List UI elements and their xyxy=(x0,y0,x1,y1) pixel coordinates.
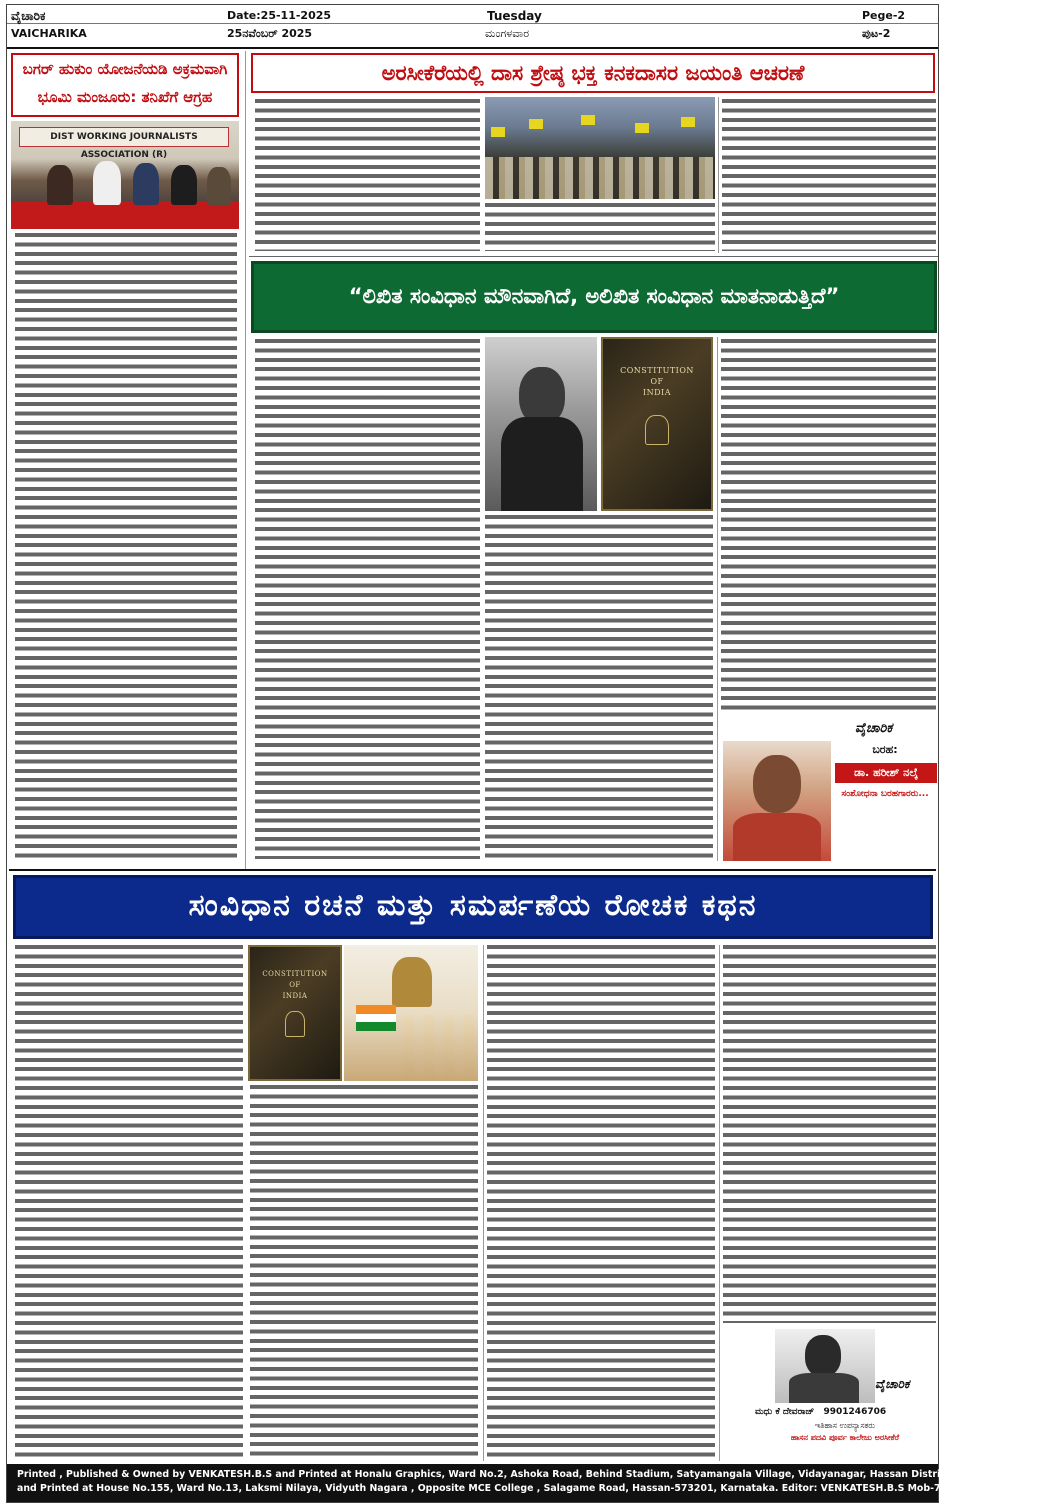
table-shape xyxy=(11,201,239,229)
paper-name-english: VAICHARIKA xyxy=(11,27,87,40)
story3-headline: “ಲಿಖಿತ ಸಂವಿಧಾನ ಮೌನವಾಗಿದೆ, ಅಲಿಖಿತ ಸಂವಿಧಾನ ಮಾತನಾಡುತ್ತಿದೆ” xyxy=(251,261,937,333)
story4-constitution-book xyxy=(248,945,342,1081)
person-shape xyxy=(47,165,73,205)
lion-capital-icon xyxy=(392,957,432,1007)
date-kannada: 25ನವೆಂಬರ್ 2025 xyxy=(227,27,313,40)
footer-line2: and Printed at House No.155, Ward No.13, Laksmi Nilaya, Vidyuth Nagara , Opposite MCE College , Salagame Road, Hassan-573201, Karnataka. Editor: VENKATESH.B.S Mob-7899533643 xyxy=(17,1483,1000,1494)
section-divider xyxy=(249,256,938,257)
page-number-kannada: ಪುಟ-2 xyxy=(862,27,891,40)
crowd-shape xyxy=(485,157,715,199)
column-rule xyxy=(719,945,720,1461)
story3-byline-label: ಬರಹ: xyxy=(872,743,898,756)
author-body-shape xyxy=(789,1373,859,1403)
column-rule xyxy=(718,97,719,253)
paper-name-kannada: ವೈಚಾರಿಕ xyxy=(11,9,46,23)
story3-body-text-col3 xyxy=(721,339,936,715)
story3-author-photo xyxy=(723,741,831,861)
book-title-line1: CONSTITUTION xyxy=(262,970,328,978)
story3-badge: ವೈಚಾರಿಕ xyxy=(855,721,893,736)
book-title-line1: CONSTITUTION xyxy=(620,366,694,375)
book-title-line3: INDIA xyxy=(642,388,671,397)
column-rule xyxy=(483,945,484,1461)
author-head-shape xyxy=(805,1335,841,1377)
story4-author-role-2: ಹಾಸನ ಪದವಿ ಪೂರ್ವ ಕಾಲೇಜು ಅರಸೀಕೆರೆ xyxy=(790,1433,900,1442)
story1-headline-line1: ಬಗರ್ ಹುಕುಂ ಯೋಜನೆಯಡಿ ಅಕ್ರಮವಾಗಿ xyxy=(22,60,228,78)
story3-body-text-col1 xyxy=(255,339,480,859)
story4-body-text-col1 xyxy=(15,945,243,1461)
story4-headline: ಸಂವಿಧಾನ ರಚನೆ ಮತ್ತು ಸಮರ್ಪಣೆಯ ರೋಚಕ ಕಥನ xyxy=(13,875,933,939)
story1-headline-line2: ಭೂಮಿ ಮಂಜೂರು: ತನಿಖೆಗೆ ಆಗ್ರಹ xyxy=(37,88,213,106)
story4-body-text-col4 xyxy=(723,945,936,1323)
emblem-icon xyxy=(645,415,669,445)
day-kannada: ಮಂಗಳವಾರ xyxy=(485,27,530,40)
story3-constitution-book xyxy=(601,337,713,511)
date-english: Date:25-11-2025 xyxy=(227,9,332,22)
portrait-body-shape xyxy=(501,417,583,511)
story4-photo-emblem-parliament xyxy=(344,945,478,1081)
flag-shape xyxy=(581,115,595,125)
story4-body-text-col3 xyxy=(487,945,715,1461)
person-shape xyxy=(93,161,121,205)
person-shape xyxy=(207,167,231,205)
section-divider xyxy=(9,869,936,871)
story3-body-text-col2 xyxy=(485,515,713,859)
book-title xyxy=(250,969,340,1002)
column-rule xyxy=(245,51,246,869)
story2-photo-procession xyxy=(485,97,715,199)
story2-body-text-col3 xyxy=(722,99,936,251)
footer-imprint xyxy=(7,1464,1055,1502)
story4-author-name: ಮಧು ಕೆ ದೇವರಾಜ್ xyxy=(755,1407,815,1417)
person-shape xyxy=(171,165,197,205)
story4-author-line xyxy=(755,1407,935,1417)
book-title-line3: INDIA xyxy=(282,992,308,1000)
flag-shape xyxy=(529,119,543,129)
story4-body-text-col2 xyxy=(250,1085,478,1461)
person-shape xyxy=(133,163,159,205)
emblem-icon xyxy=(285,1011,305,1037)
story2-body-text-col1 xyxy=(255,99,480,251)
flag-shape xyxy=(681,117,695,127)
book-title-line2: OF xyxy=(289,981,301,989)
pillar-shape xyxy=(424,1015,434,1081)
pillar-shape xyxy=(444,1015,454,1081)
story1-headline xyxy=(11,53,239,117)
book-title xyxy=(603,365,711,398)
story4-author-phone: 9901246706 xyxy=(823,1407,887,1417)
newspaper-page xyxy=(6,4,1055,1503)
column-rule xyxy=(717,337,718,861)
story3-author-name: ಡಾ. ಹರೀಶ್ ನಲ್ಕೆ xyxy=(835,763,937,783)
story4-author-photo xyxy=(775,1329,875,1403)
story3-author-role: ಸಂಶೋಧನಾ ಬರಹಗಾರರು... xyxy=(841,789,929,799)
flag-shape xyxy=(635,123,649,133)
story1-photo-banner: DIST WORKING JOURNALISTS ASSOCIATION (R) xyxy=(19,127,229,147)
masthead-divider xyxy=(7,23,938,24)
story4-badge: ವೈಚಾರಿಕ xyxy=(875,1377,910,1391)
day-english: Tuesday xyxy=(487,9,542,23)
page-number-english: Pege-2 xyxy=(862,9,906,22)
story1-photo xyxy=(11,121,239,229)
author-body-shape xyxy=(733,813,821,861)
story3-photo-ambedkar xyxy=(485,337,597,511)
story2-headline: ಅರಸೀಕೆರೆಯಲ್ಲಿ ದಾಸ ಶ್ರೇಷ್ಠ ಭಕ್ತ ಕನಕದಾಸರ ಜಯಂತಿ ಆಚರಣೆ xyxy=(251,53,935,93)
book-title-line2: OF xyxy=(650,377,664,386)
story1-body-text xyxy=(15,233,237,863)
flag-shape xyxy=(491,127,505,137)
story4-author-role-1: ಇತಿಹಾಸ ಉಪನ್ಯಾಸಕರು xyxy=(814,1421,876,1430)
story2-body-text-col2 xyxy=(485,203,715,251)
pillar-shape xyxy=(464,1015,474,1081)
indian-flag-icon xyxy=(356,1005,396,1031)
masthead xyxy=(7,5,938,49)
author-head-shape xyxy=(753,755,801,813)
footer-line1: Printed , Published & Owned by VENKATESH.B.S and Printed at Honalu Graphics, Ward No.2, Ashoka Road, Behind Stadium, Satyamangala Village, Vidayanagar, Hassan District, Karnataka-573201 xyxy=(17,1469,1055,1480)
pillar-shape xyxy=(404,1015,414,1081)
